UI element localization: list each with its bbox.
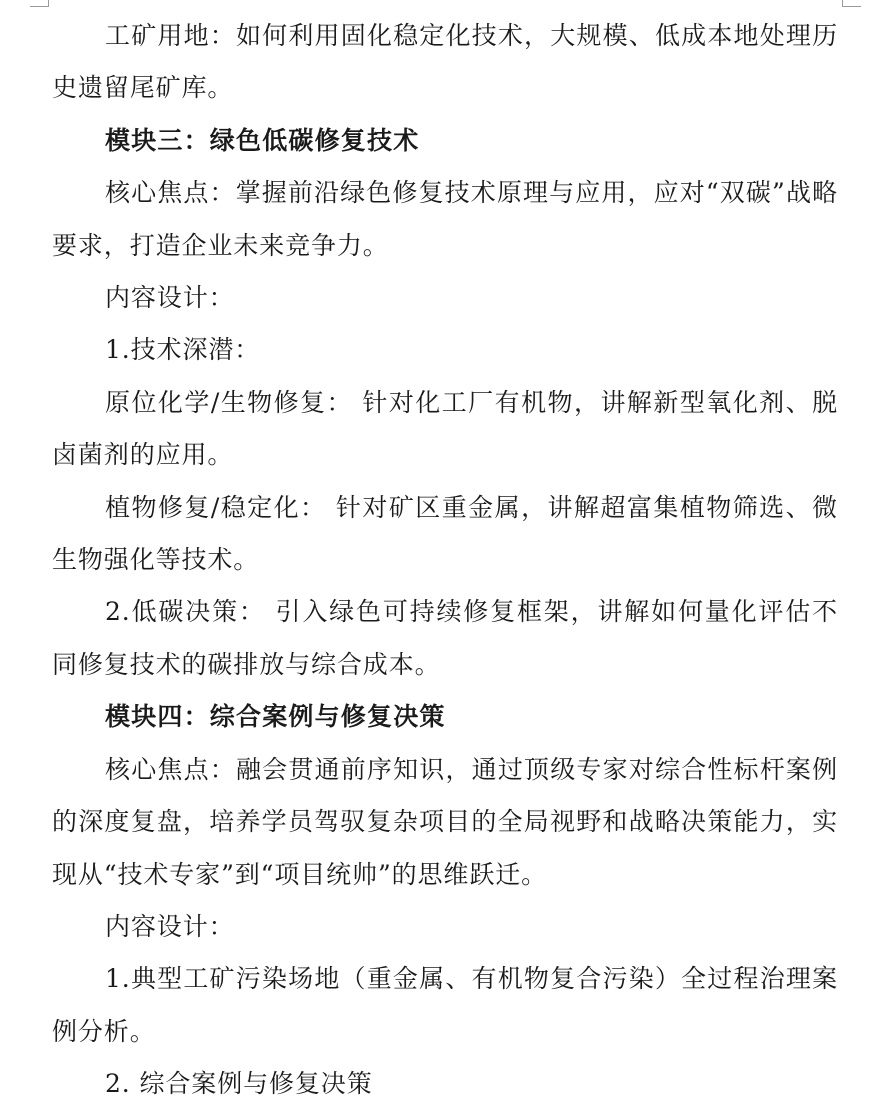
paragraph-mining-land: 工矿用地：如何利用固化稳定化技术，大规模、低成本地处理历史遗留尾矿库。	[52, 21, 838, 103]
paragraph-phytoremediation: 植物修复/稳定化： 针对矿区重金属，讲解超富集植物筛选、微生物强化等技术。	[52, 492, 838, 575]
document-body	[52, 10, 838, 1111]
paragraph-case-analysis: 1.典型工矿污染场地（重金属、有机物复合污染）全过程治理案例分析。	[52, 964, 838, 1046]
paragraph-content-design-label: 内容设计：	[105, 283, 235, 313]
paragraph-content-design-label-2: 内容设计：	[105, 911, 235, 941]
page-corner-mark-right	[842, 0, 861, 7]
paragraph-in-situ-remediation: 原位化学/生物修复： 针对化工厂有机物，讲解新型氧化剂、脱卤菌剂的应用。	[52, 387, 838, 470]
paragraph-module-four-focus: 核心焦点：融会贯通前序知识，通过顶级专家对综合性标杆案例的深度复盘，培养学员驾驭复杂项目的全局视野和战略决策能力，实现从“技术专家”到“项目统帅”的思维跃迁。	[52, 754, 838, 889]
heading-module-four: 模块四：综合案例与修复决策	[105, 702, 446, 732]
heading-module-three: 模块三：绿色低碳修复技术	[105, 125, 420, 155]
paragraph-low-carbon-decision: 2.低碳决策： 引入绿色可持续修复框架，讲解如何量化评估不同修复技术的碳排放与综合成本。	[52, 597, 838, 679]
page-corner-mark-left	[30, 0, 49, 7]
paragraph-comprehensive-case: 2. 综合案例与修复决策	[105, 1069, 373, 1099]
paragraph-tech-deep-dive: 1.技术深潜：	[105, 335, 261, 365]
paragraph-module-three-focus: 核心焦点：掌握前沿绿色修复技术原理与应用，应对“双碳”战略要求，打造企业未来竞争力。	[52, 178, 838, 260]
